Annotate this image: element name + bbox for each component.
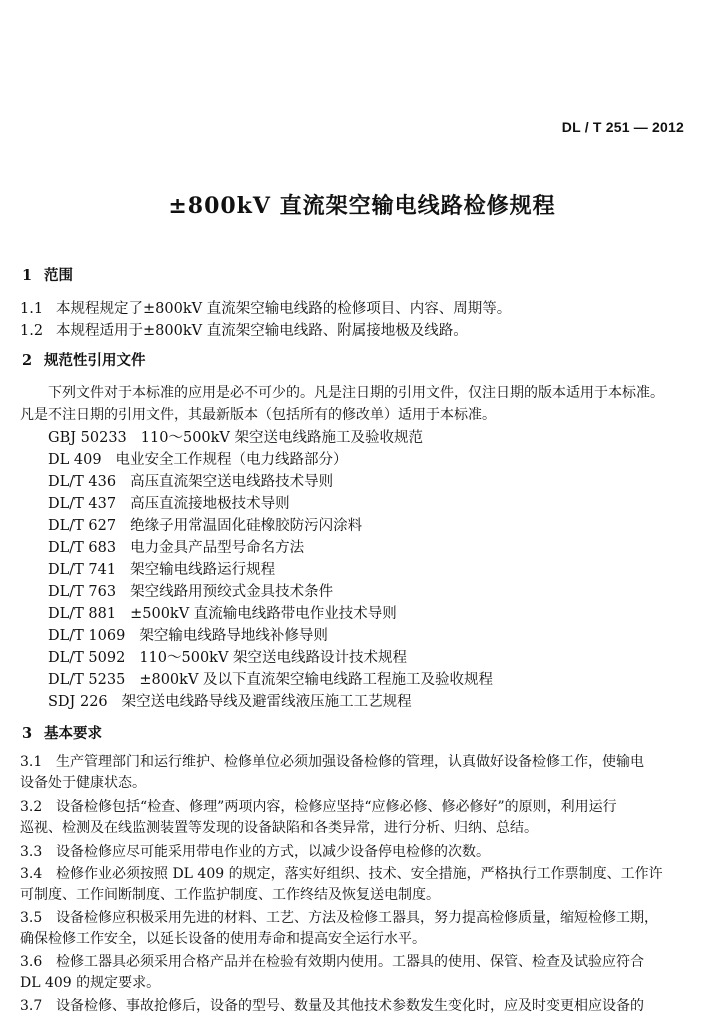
clause-1-2 [20, 321, 468, 341]
clause-3-6-line-2: DL 409 的规定要求。 [20, 975, 161, 991]
clause-text: 生产管理部门和运行维护、检修单位必须加强设备检修的管理，认真做好设备检修工作，使输电 [56, 754, 644, 770]
reference-code: DL/T 436 [48, 474, 117, 490]
references-intro-line-1: 下列文件对于本标准的应用是必不可少的。凡是注日期的引用文件，仅注日期的版本适用于本标准。 [48, 385, 664, 401]
section-2-heading [22, 351, 146, 371]
clause-number: 3.7 [20, 998, 43, 1014]
reference-title: 高压直流架空送电线路技术导则 [130, 474, 334, 490]
clause-text: 检修工器具必须采用合格产品并在检验有效期内使用。工器具的使用、保管、检查及试验应符合 [56, 954, 644, 970]
clause-3-5-line-2: 确保检修工作安全，以延长设备的使用寿命和提高安全运行水平。 [20, 931, 426, 947]
section-title: 规范性引用文件 [44, 352, 146, 369]
reference-title: 架空输电线路导地线补修导则 [139, 628, 328, 644]
clause-number: 3.3 [20, 844, 43, 860]
clause-3-3 [20, 842, 490, 862]
reference-item [48, 670, 493, 690]
reference-item [48, 692, 412, 712]
reference-item [48, 604, 397, 624]
clause-3-2-line-2: 巡视、检测及在线监测装置等发现的设备缺陷和各类异常，进行分析、归纳、总结。 [20, 820, 538, 836]
clause-3-2-line-1 [20, 797, 617, 817]
section-number: 1 [22, 267, 33, 284]
reference-code: DL/T 741 [48, 562, 117, 578]
clause-3-7-line-1 [20, 996, 644, 1016]
reference-code: DL/T 1069 [48, 628, 126, 644]
reference-item [48, 538, 304, 558]
section-number: 2 [22, 352, 33, 369]
references-intro-line-2: 凡是不注日期的引用文件，其最新版本（包括所有的修改单）适用于本标准。 [20, 407, 496, 423]
reference-item [48, 450, 348, 470]
clause-text: 设备检修应积极采用先进的材料、工艺、方法及检修工器具，努力提高检修质量，缩短检修工期， [56, 910, 658, 926]
reference-item [48, 428, 423, 448]
clause-3-4-line-1 [20, 864, 663, 884]
reference-item [48, 582, 333, 602]
reference-item [48, 560, 275, 580]
reference-title: ±500kV 直流输电线路带电作业技术导则 [130, 606, 397, 622]
reference-code: DL/T 881 [48, 606, 117, 622]
clause-3-6-line-1 [20, 952, 644, 972]
clause-3-1-line-2: 设备处于健康状态。 [20, 775, 146, 791]
document-title: ±800kV 直流架空输电线路检修规程 [168, 193, 556, 219]
reference-title: 架空输电线路运行规程 [130, 562, 276, 578]
clause-text: 本规程规定了±800kV 直流架空输电线路的检修项目、内容、周期等。 [56, 301, 512, 317]
reference-code: DL/T 627 [48, 518, 117, 534]
reference-title: 架空线路用预绞式金具技术条件 [130, 584, 334, 600]
reference-item [48, 472, 333, 492]
clause-text: 本规程适用于±800kV 直流架空输电线路、附属接地极及线路。 [56, 323, 468, 339]
reference-code: SDJ 226 [48, 694, 108, 710]
section-1-heading [22, 266, 73, 286]
reference-item [48, 626, 328, 646]
reference-title: 电力金具产品型号命名方法 [130, 540, 305, 556]
reference-code: DL 409 [48, 452, 102, 468]
reference-item [48, 648, 407, 668]
section-number: 3 [22, 725, 33, 742]
clause-number: 3.5 [20, 910, 43, 926]
reference-title: 绝缘子用常温固化硅橡胶防污闪涂料 [130, 518, 363, 534]
clause-number: 3.2 [20, 799, 43, 815]
reference-title: ±800kV 及以下直流架空输电线路工程施工及验收规程 [139, 672, 494, 688]
clause-text: 设备检修包括“检查、修理”两项内容，检修应坚持“应修必修、修必修好”的原则，利用运行 [56, 799, 617, 815]
reference-code: DL/T 683 [48, 540, 117, 556]
section-3-heading [22, 724, 102, 744]
clause-number: 1.1 [20, 301, 44, 317]
clause-3-5-line-1 [20, 908, 658, 928]
reference-code: GBJ 50233 [48, 430, 127, 446]
reference-title: 架空送电线路导线及避雷线液压施工工艺规程 [121, 694, 412, 710]
reference-item [48, 494, 290, 514]
reference-code: DL/T 437 [48, 496, 117, 512]
reference-code: DL/T 5235 [48, 672, 126, 688]
clause-text: 设备检修、事故抢修后，设备的型号、数量及其他技术参数发生变化时，应及时变更相应设备的 [56, 998, 644, 1014]
clause-1-1 [20, 299, 511, 319]
section-title: 范围 [44, 267, 73, 284]
clause-3-4-line-2: 可制度、工作间断制度、工作监护制度、工作终结及恢复送电制度。 [20, 887, 440, 903]
clause-3-1-line-1 [20, 752, 644, 772]
standard-code: DL / T 251 — 2012 [561, 119, 684, 135]
reference-title: 高压直流接地极技术导则 [130, 496, 290, 512]
clause-number: 3.1 [20, 754, 43, 770]
reference-item [48, 516, 362, 536]
section-title: 基本要求 [44, 725, 102, 742]
reference-code: DL/T 5092 [48, 650, 126, 666]
clause-number: 3.6 [20, 954, 43, 970]
reference-code: DL/T 763 [48, 584, 117, 600]
clause-number: 1.2 [20, 323, 44, 339]
clause-text: 设备检修应尽可能采用带电作业的方式，以减少设备停电检修的次数。 [56, 844, 490, 860]
clause-text: 检修作业必须按照 DL 409 的规定，落实好组织、技术、安全措施，严格执行工作票制度、工作许 [56, 866, 663, 882]
reference-title: 110～500kV 架空送电线路施工及验收规范 [140, 430, 424, 446]
clause-number: 3.4 [20, 866, 43, 882]
reference-title: 电业安全工作规程（电力线路部分） [115, 452, 348, 468]
reference-title: 110～500kV 架空送电线路设计技术规程 [139, 650, 408, 666]
